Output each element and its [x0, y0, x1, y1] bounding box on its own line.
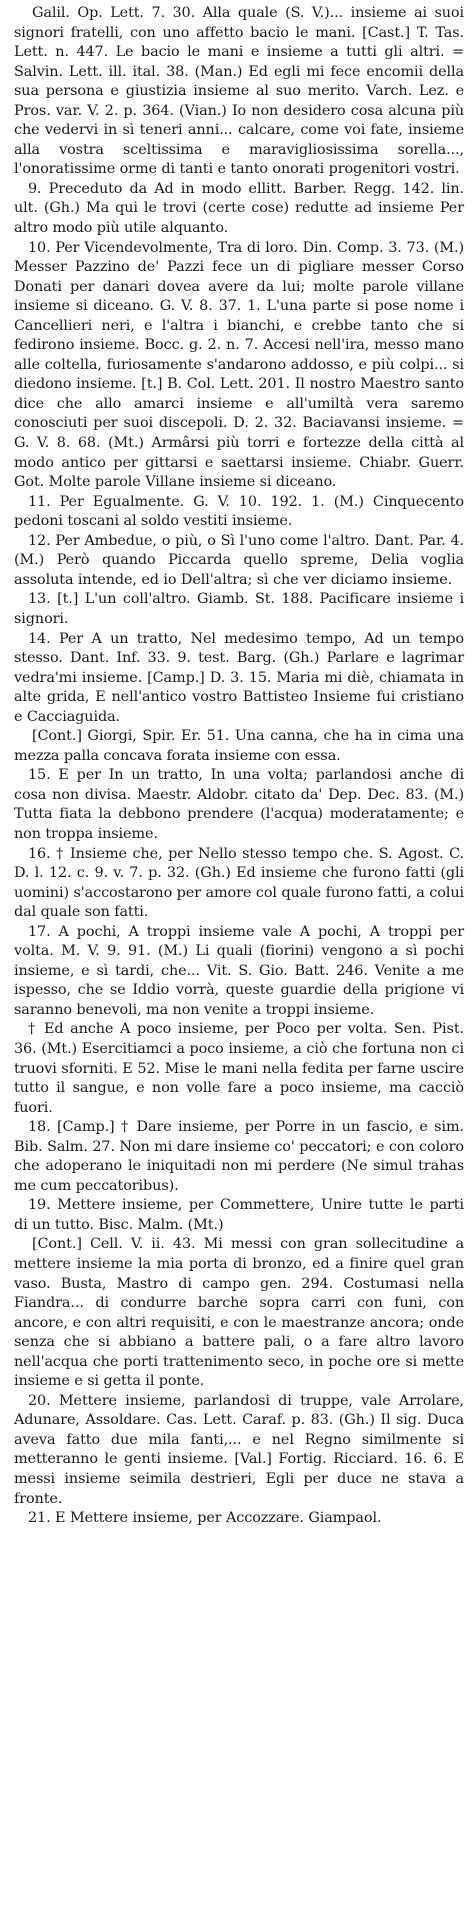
- sense-17-subsense: † Ed anche A poco insieme, per Poco per volta. Sen. Pist. 36. (Mt.) Esercitiamci a poco insieme, a ciò che fortuna non ci truovi sforniti. E 52. Mise le mani nella fedita per farne uscire tutto il sangue, e non volle fare a poco insieme, ma cacciò fuori.: [14, 1021, 464, 1116]
- sense-12: 12. Per Ambedue, o più, o Sì l'uno come l'altro. Dant. Par. 4. (M.) Però quando Piccarda quello spreme, Delia voglia assoluta intende, ed io Dell'altra; sì che ver diciamo insieme.: [14, 532, 464, 588]
- sense-19: 19. Mettere insieme, per Commettere, Unire tutte le parti di un tutto. Bisc. Malm. (Mt.): [14, 1197, 464, 1233]
- sense-10: 10. Per Vicendevolmente, Tra di loro. Din. Comp. 3. 73. (M.) Messer Pazzino de' Pazzi fece un di pigliare messer Corso Donati per danari dovea avere da lui; molte parole villane insieme si diceano. G. V. 8. 37. 1. L'una parte si pose nome i Cancellieri neri, e l'altra i bianchi, e crebbe tanto che si fedirono insieme. Bocc. g. 2. n. 7. Accesi nell'ira, messo mano alle coltella, furiosamente s'andarono addosso, e più colpi... si diedono insieme. [t.] B. Col. Lett. 201. Il nostro Maestro santo dice che allo amarci insieme e all'umiltà vera saremo conosciuti per suoi discepoli. D. 2. 32. Baciavansi insieme. = G. V. 8. 68. (Mt.) Armârsi più torri e fortezze della città al modo antico per gittarsi e saettarsi insieme. Chiabr. Guerr. Got. Molte parole Villane insieme si diceano.: [14, 239, 464, 491]
- sense-14-continuation: [Cont.] Giorgi, Spir. Er. 51. Una canna, che ha in cima una mezza palla concava forata insieme con essa.: [14, 728, 464, 764]
- sense-9: 9. Preceduto da Ad in modo ellitt. Barber. Regg. 142. lin. ult. (Gh.) Ma qui le trovi (certe cose) redutte ad insieme Per altro modo più utile alquanto.: [14, 180, 464, 237]
- sense-16: 16. † Insieme che, per Nello stesso tempo che. S. Agost. C. D. l. 12. c. 9. v. 7. p. 32. (Gh.) Ed insieme che furono fatti (gli uomini) s'accostarono per amore col quale furono fatti, a colui dal quale son fatti.: [14, 845, 464, 921]
- sense-15: 15. E per In un tratto, In una volta; parlandosi anche di cosa non divisa. Maestr. Aldobr. citato da' Dep. Dec. 83. (M.) Tutta fiata la debbono prendere (l'acqua) moderatamente; e non troppa insieme.: [14, 767, 464, 842]
- sense-21: 21. E Mettere insieme, per Accozzare. Giampaol.: [28, 1510, 382, 1527]
- sense-19-continuation: [Cont.] Cell. V. ii. 43. Mi messi con gran sollecitudine a mettere insieme la mia porta di bronzo, ed a finire quel gran vaso. Busta, Mastro di campo gen. 294. Costumasi nella Fiandra... di condurre barche sopra carri con funi, con ancore, e con altri requisiti, e con le maestranze ancora; onde senza che si abbiano a battere pali, o a fare altro lavoro nell'acqua che porti trattenimento seco, in poche ore si mette insieme e si getta il ponte.: [14, 1236, 464, 1390]
- sense-18: 18. [Camp.] † Dare insieme, per Porre in un fascio, e sim. Bib. Salm. 27. Non mi dare insieme co' peccatori; e con coloro che adoperano le iniquitadi non mi perdere (Ne simul trahas me cum peccatoribus).: [14, 1119, 464, 1194]
- sense-14: 14. Per A un tratto, Nel medesimo tempo, Ad un tempo stesso. Dant. Inf. 33. 9. test. Barg. (Gh.) Parlare e lagrimar vedra'mi insieme. [Camp.] D. 3. 15. Maria mi diè, chiamata in alte grida, E nell'antico vostro Battisteo Insieme fui cristiano e Cacciaguida.: [14, 630, 464, 725]
- entry-text-continuation: Galil. Op. Lett. 7. 30. Alla quale (S. V.)... insieme ai suoi signori fratelli, con uno affetto bacio le mani. [Cast.] T. Tas. Lett. n. 447. Le bacio le mani e insieme a tutti gli altri. = Salvin. Lett. ill. ital. 38. (Man.) Ed egli mi fece encomii della sua persona e giustizia insieme al suo merito. Varch. Lez. e Pros. var. V. 2. p. 364. (Vian.) Io non desidero cosa alcuna più che vedervi in sì teneri anni... calcare, come voi fate, insieme alla vostra sceltissima e maravigliosissima sorella..., l'onoratissime orme di tanti e tanto onorati progenitori vostri.: [14, 5, 464, 178]
- sense-13: 13. [t.] L'un coll'altro. Giamb. St. 188. Pacificare insieme i signori.: [14, 591, 464, 627]
- sense-17: 17. A pochi, A troppi insieme vale A pochi, A troppi per volta. M. V. 9. 91. (M.) Li quali (fiorini) vengono a sì pochi insieme, e sì tardi, che... Vit. S. Gio. Batt. 246. Venite a me ispesso, che se Iddio vorrà, queste guardie della prigione vi saranno benevoli, ma non venite a troppi insieme.: [14, 923, 464, 1018]
- sense-11: 11. Per Egualmente. G. V. 10. 192. 1. (M.) Cinquecento pedoni toscani al soldo vestiti insieme.: [14, 493, 464, 530]
- sense-20: 20. Mettere insieme, parlandosi di truppe, vale Arrolare, Adunare, Assoldare. Cas. Lett. Caraf. p. 83. (Gh.) Il sig. Duca aveva fatto due mila fanti,... e nel Regno similmente si metteranno le genti insieme. [Val.] Fortig. Ricciard. 16. 6. E messi insieme seimila destrieri, Egli per duce ne stava a fronte.: [14, 1392, 464, 1507]
